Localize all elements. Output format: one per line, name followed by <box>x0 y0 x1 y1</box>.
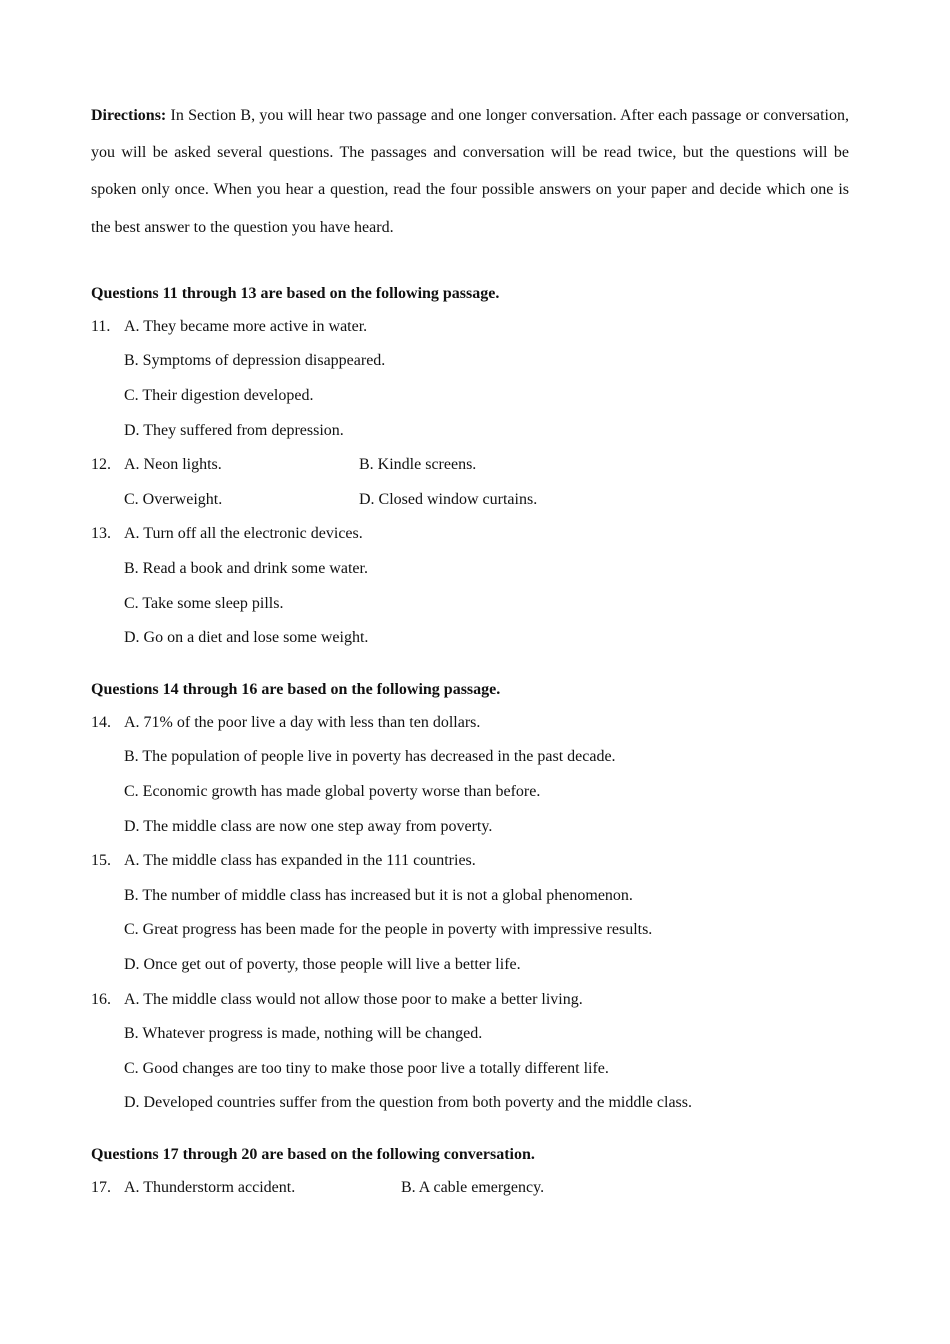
exam-page <box>91 97 849 1205</box>
question-11-option-c-row <box>91 379 849 414</box>
option-b: B. Read a book and drink some water. <box>124 559 368 577</box>
question-13-option-d-row <box>91 621 849 656</box>
option-d: D. The middle class are now one step away from poverty. <box>124 817 493 835</box>
directions-label: Directions: <box>91 107 167 124</box>
question-16-option-d-row <box>91 1086 849 1121</box>
directions-paragraph <box>91 97 849 246</box>
question-14-option-d-row <box>91 810 849 845</box>
option-b: B. A cable emergency. <box>401 1178 545 1196</box>
question-11-option-d-row <box>91 414 849 449</box>
option-a: A. 71% of the poor live a day with less than ten dollars. <box>124 713 481 731</box>
option-d: D. Developed countries suffer from the question from both poverty and the middle class. <box>124 1094 693 1112</box>
option-a: A. The middle class has expanded in the 111 countries. <box>124 852 476 870</box>
question-number: 16. <box>91 990 111 1008</box>
question-number: 13. <box>91 525 111 543</box>
section-heading: Questions 11 through 13 are based on the following passage. <box>91 284 500 302</box>
question-12-option-cd-row <box>91 483 849 518</box>
question-number: 14. <box>91 713 111 731</box>
question-16 <box>91 983 849 1018</box>
question-16-option-b-row <box>91 1017 849 1052</box>
section-heading: Questions 14 through 16 are based on the following passage. <box>91 680 501 698</box>
question-11 <box>91 310 849 345</box>
option-c: C. Good changes are too tiny to make those poor live a totally different life. <box>124 1059 609 1077</box>
option-a: A. Neon lights. <box>124 456 222 474</box>
question-15-option-c-row <box>91 913 849 948</box>
question-14-option-c-row <box>91 775 849 810</box>
option-a: A. The middle class would not allow those poor to make a better living. <box>124 990 583 1008</box>
option-c: C. Their digestion developed. <box>124 387 314 404</box>
question-17 <box>91 1171 849 1206</box>
option-d: D. Once get out of poverty, those people will live a better life. <box>124 955 521 973</box>
option-c: C. Overweight. <box>124 490 223 508</box>
question-number: 17. <box>91 1178 111 1196</box>
question-11-option-b-row <box>91 344 849 379</box>
question-14-option-b-row <box>91 740 849 775</box>
question-number: 11. <box>91 317 111 335</box>
option-d: D. Go on a diet and lose some weight. <box>124 629 369 647</box>
section-heading: Questions 17 through 20 are based on the following conversation. <box>91 1145 535 1163</box>
question-14 <box>91 706 849 741</box>
option-a: A. They became more active in water. <box>124 317 368 335</box>
question-15-option-b-row <box>91 879 849 914</box>
question-13-option-b-row <box>91 552 849 587</box>
option-a: A. Thunderstorm accident. <box>124 1178 296 1196</box>
option-b: B. Whatever progress is made, nothing will be changed. <box>124 1025 483 1043</box>
option-d: D. Closed window curtains. <box>359 490 538 508</box>
option-c: C. Great progress has been made for the people in poverty with impressive results. <box>124 921 653 939</box>
option-b: B. Symptoms of depression disappeared. <box>124 352 386 370</box>
question-15 <box>91 844 849 879</box>
option-c: C. Economic growth has made global poverty worse than before. <box>124 782 541 800</box>
question-15-option-d-row <box>91 948 849 983</box>
question-13 <box>91 517 849 552</box>
option-a: A. Turn off all the electronic devices. <box>124 525 363 543</box>
question-12 <box>91 448 849 483</box>
question-13-option-c-row <box>91 587 849 622</box>
question-16-option-c-row <box>91 1052 849 1087</box>
option-b: B. The number of middle class has increased but it is not a global phenomenon. <box>124 886 633 904</box>
question-number: 15. <box>91 852 111 870</box>
option-b: B. The population of people live in poverty has decreased in the past decade. <box>124 748 616 766</box>
question-number: 12. <box>91 456 111 474</box>
directions-text: In Section B, you will hear two passage and one longer conversation. After each passage or conversation, you will be asked several questions. The passages and conversation will be read twice, but the questions will be spoken only once. When you hear a question, read the four possible answers on your paper and decide which one is the best answer to the question you have heard. <box>91 107 849 236</box>
option-c: C. Take some sleep pills. <box>124 594 284 612</box>
option-d: D. They suffered from depression. <box>124 421 344 439</box>
option-b: B. Kindle screens. <box>359 456 477 474</box>
